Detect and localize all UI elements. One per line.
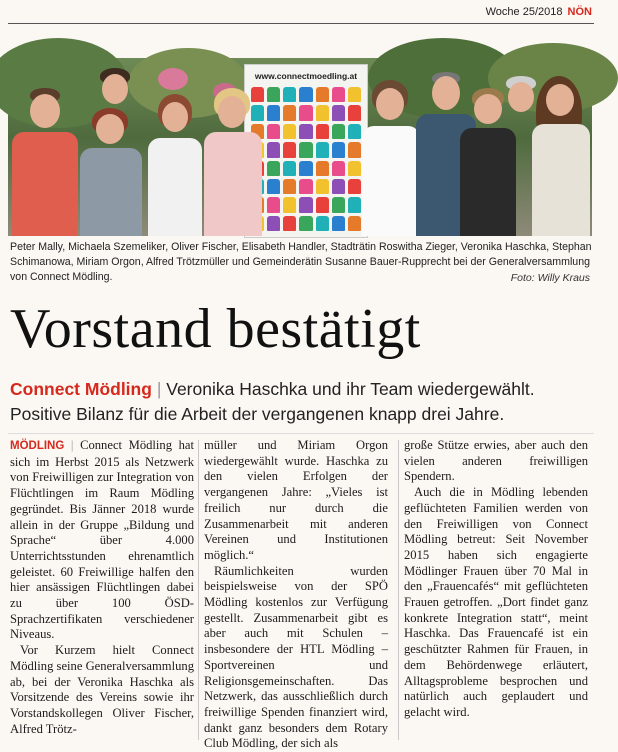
person (12, 88, 78, 236)
paper-figure (283, 124, 296, 139)
group-photo (8, 58, 592, 236)
article-column-1 (10, 438, 194, 738)
person (528, 76, 592, 236)
paper-figure (332, 179, 345, 194)
kicker (10, 377, 595, 427)
banner-url: www.connectmoedling.at (254, 71, 358, 81)
dateline: MÖDLING (10, 440, 65, 452)
body-rule (8, 433, 594, 434)
paper-figure (267, 179, 280, 194)
article-column-2 (204, 438, 388, 751)
kicker-text: Veronika Haschka und ihr Team wiedergewählt. Positive Bilanz für die Arbeit der vergangenen knapp drei Jahre. (10, 379, 535, 424)
paper-figure (332, 197, 345, 212)
masthead-rule (8, 23, 594, 24)
paper-figure (299, 216, 312, 231)
person (202, 88, 262, 236)
paper-figure (283, 105, 296, 120)
paper-figure (267, 142, 280, 157)
article-paragraph: müller und Miriam Orgon wiedergewählt wurde. Haschka zu den vielen Erfolgen der vergangenen Jahre: „Vieles ist freilich nur durch die Zusammenarbeit mit anderen Vereinen und Institutionen möglich.“ (204, 438, 388, 562)
paragraph-text: Connect Mödling hat sich im Herbst 2015 als Netzwerk von Freiwilligen zur Integration von Flüchtlingen im Raum Mödling gegründet. Bis Jänner 2018 wurde allein in der Gruppe „Bildung und Sprache“ über 4.000 Unterrichtsstunden ehrenamtlich geleistet. 60 Freiwillige halfen den hier ansässigen Flüchtlingen dabei zu über 100 ÖSD-Sprachzertifikaten verschiedener Niveaus. (10, 438, 194, 642)
paper-figure (332, 124, 345, 139)
article-paragraph: Auch die in Mödling lebenden geflüchteten Familien werden von den Freiwilligen von Connect Mödling betreut: Seit November 2015 haben sich engagierte Mödlinger Frauen über 70 Mal in den „Frauencafés“ mit geflüchteten Frauen getroffen. „Dort findet ganz konkrete Integration statt“, meint Haschka. Das Frauencafé ist ein geschützter Rahmen für Frauen, in dem Behördenwege erläutert, Alltagsprobleme besprochen und natürlich auch geplaudert und gelacht wird. (404, 485, 588, 719)
paper-figure (316, 161, 329, 176)
paper-figure (283, 161, 296, 176)
article-paragraph (10, 438, 194, 643)
paper-figure (267, 124, 280, 139)
paper-figure (283, 216, 296, 231)
paper-figure (316, 87, 329, 102)
paper-figure (299, 197, 312, 212)
headline: Vorstand bestätigt (10, 298, 421, 360)
photo-caption: Peter Mally, Michaela Szemeliker, Oliver Fischer, Elisabeth Handler, Stadträtin Roswitha Zieger, Veronika Haschka, Stephan Schimanowa, Miriam Orgon, Alfred Trötzmüller und Gemeinderätin Susanne Bauer-Rupprecht bei der Generalversammlung von Connect Mödling. (10, 241, 592, 283)
masthead (0, 0, 600, 26)
article-paragraph: Räumlichkeiten wurden beispielsweise von der SPÖ Mödling kostenlos zur Verfügung gestellt. Zusammenarbeit gibt es aber auch mit Schulen – insbesondere der HTL Mödling – Sportvereinen und Religionsgemeinschaften. Das Netzwerk, das ausschließlich durch freiwillige Spenden finanziert wird, dankt ganz besonders dem Rotary Club Mödling, der sich als (204, 563, 388, 751)
paper-figure (299, 142, 312, 157)
paper-figure (267, 105, 280, 120)
paper-figure (299, 124, 312, 139)
banner-figures (251, 87, 361, 231)
brand-logo: NÖN (567, 6, 592, 18)
person (88, 68, 144, 128)
paper-figure (316, 197, 329, 212)
paper-figure (299, 179, 312, 194)
person (358, 80, 422, 236)
paper-figure (299, 161, 312, 176)
paper-figure (267, 87, 280, 102)
column-divider (198, 440, 199, 740)
paper-figure (316, 142, 329, 157)
paper-figure (332, 87, 345, 102)
paper-figure (332, 105, 345, 120)
paper-figure (316, 216, 329, 231)
paper-figure (283, 179, 296, 194)
photo-credit: Foto: Willy Kraus (510, 272, 590, 284)
paper-figure (267, 197, 280, 212)
issue-label (486, 6, 592, 18)
paper-figure (267, 161, 280, 176)
paper-figure (283, 87, 296, 102)
kicker-tag: Connect Mödling (10, 379, 152, 399)
column-divider (398, 440, 399, 740)
paper-figure (332, 142, 345, 157)
person (144, 94, 206, 236)
paper-figure (283, 142, 296, 157)
paper-figure (332, 161, 345, 176)
article-column-3 (404, 438, 588, 738)
paper-figure (332, 216, 345, 231)
issue-number: Woche 25/2018 (485, 6, 563, 18)
flowers (158, 68, 188, 90)
paper-figure (267, 216, 280, 231)
paper-figure (316, 124, 329, 139)
paper-figure (299, 87, 312, 102)
paper-figure (299, 105, 312, 120)
dateline-separator: | (70, 438, 74, 452)
paper-figure (316, 105, 329, 120)
paper-figure (283, 197, 296, 212)
paper-figure (316, 179, 329, 194)
connect-banner (244, 64, 368, 238)
article-paragraph: große Stütze erwies, aber auch den vielen anderen freiwilligen Spendern. (404, 438, 588, 484)
kicker-separator: | (156, 379, 162, 399)
article-paragraph: Vor Kurzem hielt Connect Mödling seine Generalversammlung ab, bei der Veronika Haschka als Vorsitzende des Vereins sowie ihr Vorstandskollegen Oliver Fischer, Alfred Trötz- (10, 643, 194, 736)
